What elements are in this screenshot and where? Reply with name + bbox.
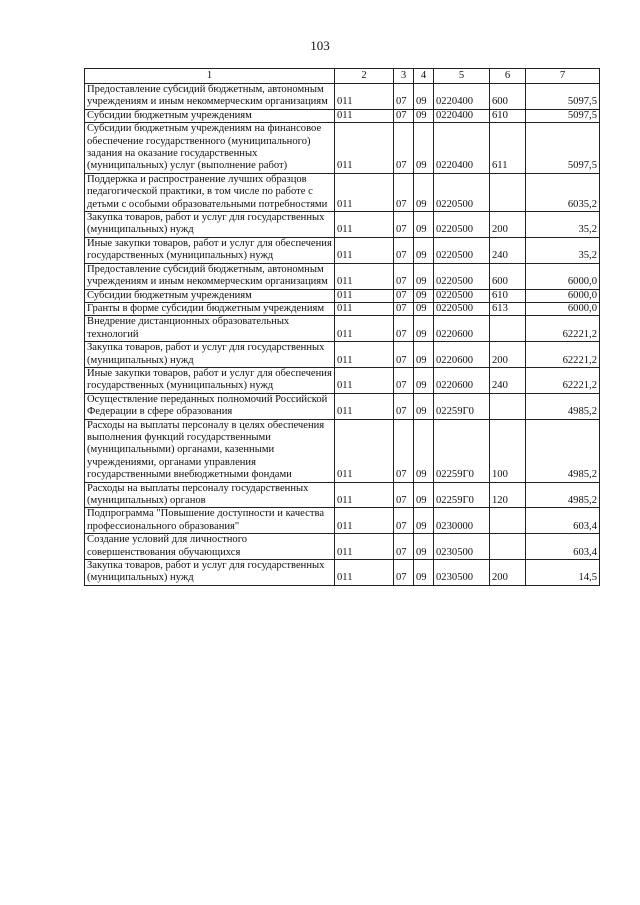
cell-amount: 4985,2 <box>526 482 600 508</box>
cell-col-3: 07 <box>394 84 414 110</box>
cell-col-5: 0230500 <box>434 560 490 586</box>
cell-col-4: 09 <box>414 367 434 393</box>
cell-description: Предоставление субсидий бюджетным, автономным учреждениям и иным некоммерческим организациям <box>85 84 335 110</box>
cell-col-5: 0230000 <box>434 508 490 534</box>
cell-col-4: 09 <box>414 419 434 482</box>
cell-col-6: 600 <box>490 84 526 110</box>
cell-col-4: 09 <box>414 84 434 110</box>
cell-col-4: 09 <box>414 123 434 174</box>
cell-amount: 62221,2 <box>526 316 600 342</box>
table-row <box>85 316 600 342</box>
cell-col-6 <box>490 534 526 560</box>
cell-description: Закупка товаров, работ и услуг для государственных (муниципальных) нужд <box>85 212 335 238</box>
cell-amount: 6000,0 <box>526 302 600 315</box>
cell-description: Предоставление субсидий бюджетным, автономным учреждениям и иным некоммерческим организациям <box>85 263 335 289</box>
cell-col-2: 011 <box>335 84 394 110</box>
table-row <box>85 289 600 302</box>
cell-amount: 5097,5 <box>526 123 600 174</box>
cell-col-6: 240 <box>490 237 526 263</box>
cell-col-5: 0220500 <box>434 173 490 211</box>
table-row <box>85 482 600 508</box>
cell-description: Осуществление переданных полномочий Российской Федерации в сфере образования <box>85 393 335 419</box>
cell-col-2: 011 <box>335 367 394 393</box>
cell-col-3: 07 <box>394 263 414 289</box>
cell-col-5: 0230500 <box>434 534 490 560</box>
table-row <box>85 84 600 110</box>
cell-col-2: 011 <box>335 342 394 368</box>
cell-amount: 5097,5 <box>526 84 600 110</box>
cell-col-4: 09 <box>414 289 434 302</box>
cell-amount: 35,2 <box>526 212 600 238</box>
cell-amount: 4985,2 <box>526 393 600 419</box>
cell-col-5: 02259Г0 <box>434 482 490 508</box>
cell-col-5: 0220500 <box>434 289 490 302</box>
cell-description: Расходы на выплаты персоналу государственных (муниципальных) органов <box>85 482 335 508</box>
table-row <box>85 109 600 122</box>
cell-col-4: 09 <box>414 508 434 534</box>
cell-col-4: 09 <box>414 534 434 560</box>
table-row <box>85 173 600 211</box>
cell-col-2: 011 <box>335 263 394 289</box>
header-col-2: 2 <box>335 69 394 84</box>
header-col-4: 4 <box>414 69 434 84</box>
cell-col-2: 011 <box>335 173 394 211</box>
cell-col-4: 09 <box>414 316 434 342</box>
cell-description: Субсидии бюджетным учреждениям <box>85 289 335 302</box>
cell-description: Внедрение дистанционных образовательных технологий <box>85 316 335 342</box>
page-number: 103 <box>310 38 330 53</box>
cell-col-2: 011 <box>335 123 394 174</box>
cell-col-2: 011 <box>335 419 394 482</box>
cell-col-3: 07 <box>394 419 414 482</box>
header-col-6: 6 <box>490 69 526 84</box>
cell-col-6: 613 <box>490 302 526 315</box>
cell-description: Субсидии бюджетным учреждениям на финансовое обеспечение государственного (муниципального) задания на оказание государственных (муниципальных) услуг (выполнение работ) <box>85 123 335 174</box>
cell-col-5: 02259Г0 <box>434 419 490 482</box>
cell-col-6: 200 <box>490 212 526 238</box>
cell-col-3: 07 <box>394 109 414 122</box>
cell-col-2: 011 <box>335 482 394 508</box>
cell-col-2: 011 <box>335 302 394 315</box>
cell-description: Подпрограмма "Повышение доступности и качества профессионального образования" <box>85 508 335 534</box>
cell-col-4: 09 <box>414 342 434 368</box>
cell-col-6: 200 <box>490 342 526 368</box>
table-row <box>85 237 600 263</box>
cell-col-4: 09 <box>414 212 434 238</box>
cell-col-2: 011 <box>335 237 394 263</box>
cell-col-5: 0220400 <box>434 123 490 174</box>
cell-amount: 62221,2 <box>526 342 600 368</box>
cell-col-3: 07 <box>394 302 414 315</box>
table-row <box>85 419 600 482</box>
cell-description: Иные закупки товаров, работ и услуг для обеспечения государственных (муниципальных) нужд <box>85 237 335 263</box>
cell-col-4: 09 <box>414 482 434 508</box>
cell-col-6: 120 <box>490 482 526 508</box>
table-row <box>85 212 600 238</box>
cell-col-6 <box>490 508 526 534</box>
cell-description: Субсидии бюджетным учреждениям <box>85 109 335 122</box>
cell-col-4: 09 <box>414 560 434 586</box>
cell-amount: 35,2 <box>526 237 600 263</box>
cell-amount: 603,4 <box>526 508 600 534</box>
cell-col-3: 07 <box>394 237 414 263</box>
cell-col-3: 07 <box>394 289 414 302</box>
cell-amount: 6035,2 <box>526 173 600 211</box>
cell-col-5: 0220500 <box>434 263 490 289</box>
cell-col-5: 0220400 <box>434 109 490 122</box>
cell-col-4: 09 <box>414 393 434 419</box>
cell-col-5: 0220600 <box>434 316 490 342</box>
table-row <box>85 302 600 315</box>
cell-description: Закупка товаров, работ и услуг для государственных (муниципальных) нужд <box>85 342 335 368</box>
cell-col-5: 0220600 <box>434 342 490 368</box>
budget-table <box>84 68 600 586</box>
cell-col-6: 240 <box>490 367 526 393</box>
table-row <box>85 367 600 393</box>
cell-amount: 62221,2 <box>526 367 600 393</box>
cell-col-6: 200 <box>490 560 526 586</box>
cell-col-2: 011 <box>335 534 394 560</box>
cell-col-3: 07 <box>394 393 414 419</box>
cell-col-4: 09 <box>414 263 434 289</box>
cell-col-3: 07 <box>394 482 414 508</box>
cell-col-5: 0220400 <box>434 84 490 110</box>
table-header-row <box>85 69 600 84</box>
cell-col-3: 07 <box>394 367 414 393</box>
cell-amount: 14,5 <box>526 560 600 586</box>
cell-description: Закупка товаров, работ и услуг для государственных (муниципальных) нужд <box>85 560 335 586</box>
cell-col-2: 011 <box>335 289 394 302</box>
cell-description: Расходы на выплаты персоналу в целях обеспечения выполнения функций государственными (муниципальными) органами, казенными учреждениями, органами управления государственными внебюджетными фондами <box>85 419 335 482</box>
cell-col-2: 011 <box>335 560 394 586</box>
cell-col-3: 07 <box>394 508 414 534</box>
table-row <box>85 508 600 534</box>
cell-col-3: 07 <box>394 173 414 211</box>
cell-amount: 6000,0 <box>526 289 600 302</box>
cell-col-5: 02259Г0 <box>434 393 490 419</box>
cell-col-2: 011 <box>335 316 394 342</box>
table-row <box>85 534 600 560</box>
cell-amount: 603,4 <box>526 534 600 560</box>
cell-amount: 4985,2 <box>526 419 600 482</box>
cell-col-3: 07 <box>394 212 414 238</box>
cell-col-6: 611 <box>490 123 526 174</box>
cell-amount: 5097,5 <box>526 109 600 122</box>
cell-col-2: 011 <box>335 212 394 238</box>
cell-col-5: 0220500 <box>434 212 490 238</box>
cell-description: Создание условий для личностного совершенствования обучающихся <box>85 534 335 560</box>
cell-col-3: 07 <box>394 123 414 174</box>
table-row <box>85 560 600 586</box>
cell-col-4: 09 <box>414 302 434 315</box>
cell-col-5: 0220500 <box>434 237 490 263</box>
header-col-1: 1 <box>85 69 335 84</box>
cell-col-6: 610 <box>490 109 526 122</box>
cell-col-2: 011 <box>335 109 394 122</box>
cell-col-6: 600 <box>490 263 526 289</box>
header-col-3: 3 <box>394 69 414 84</box>
cell-col-6 <box>490 173 526 211</box>
header-col-7: 7 <box>526 69 600 84</box>
cell-col-2: 011 <box>335 393 394 419</box>
cell-col-4: 09 <box>414 237 434 263</box>
header-col-5: 5 <box>434 69 490 84</box>
table-row <box>85 393 600 419</box>
cell-col-6: 610 <box>490 289 526 302</box>
cell-col-3: 07 <box>394 560 414 586</box>
cell-col-6 <box>490 393 526 419</box>
table-row <box>85 342 600 368</box>
cell-col-5: 0220600 <box>434 367 490 393</box>
table-row <box>85 123 600 174</box>
table-row <box>85 263 600 289</box>
cell-col-3: 07 <box>394 316 414 342</box>
cell-col-4: 09 <box>414 173 434 211</box>
cell-col-3: 07 <box>394 342 414 368</box>
cell-amount: 6000,0 <box>526 263 600 289</box>
cell-description: Гранты в форме субсидии бюджетным учреждениям <box>85 302 335 315</box>
cell-col-3: 07 <box>394 534 414 560</box>
cell-col-2: 011 <box>335 508 394 534</box>
cell-col-5: 0220500 <box>434 302 490 315</box>
cell-description: Иные закупки товаров, работ и услуг для обеспечения государственных (муниципальных) нужд <box>85 367 335 393</box>
cell-col-6 <box>490 316 526 342</box>
cell-description: Поддержка и распространение лучших образцов педагогической практики, в том числе по работе с детьми с особыми образовательными потребностями <box>85 173 335 211</box>
cell-col-6: 100 <box>490 419 526 482</box>
cell-col-4: 09 <box>414 109 434 122</box>
